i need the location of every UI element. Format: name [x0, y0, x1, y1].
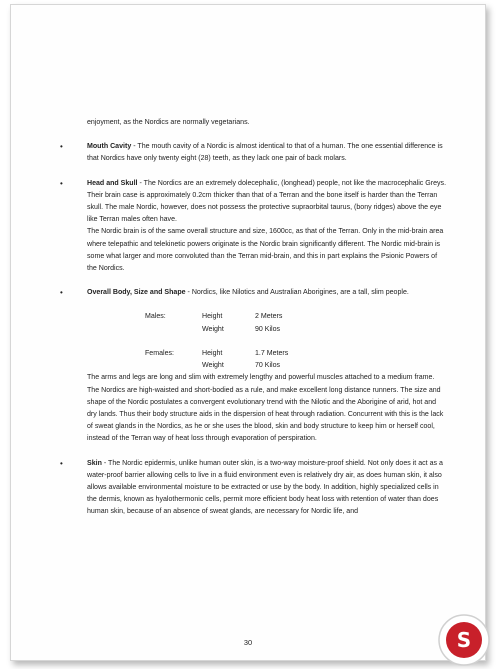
measure-cell: Height	[202, 350, 223, 358]
brain-paragraph: The Nordic brain is of the same overall structure and size, 1600cc, as that of the Terran. Only in the mid-brain area where telepathic and telekinetic powers originate is the Nordic brain significantly different. The Nordic mid-brain is some what larger and more convoluted than the Terran mid-brain, and this in part explains the Psionic Powers of the Nordics.	[87, 228, 444, 273]
page-number: 30	[243, 638, 253, 647]
spacer-row	[145, 336, 288, 348]
bullet-skin	[60, 458, 447, 519]
size-table	[145, 311, 288, 372]
mouth-text: - The mouth cavity of a Nordic is almost identical to that of a human. The one essential difference is that Nordics have only twenty eight (28) teeth, as they lack one pair of back molars.	[87, 143, 443, 163]
limbs-paragraph: The arms and legs are long and slim with extremely lengthy and powerful muscles attached to a medium frame. The Nordics are high-waisted and short-bodied as a rule, and make excellent long distance runners. The size and shape of the Nordic postulates a convergent evolutionary trend with the Nilotic and the Aborigine of arid, hot and dry lands. Thus their body structure aids in the dispersion of heat through radiation. Concurrent with this is the lack of sweat glands in the Nordics, as he or she uses the blood, skin and body structure to keep him or herself cool, instead of the Terran way of heat loss through evaporation of perspiration.	[87, 374, 444, 443]
size-row	[145, 360, 288, 372]
bullet-dot: •	[60, 288, 63, 298]
group-cell	[145, 360, 202, 372]
value-cell: 1.7 Meters	[255, 350, 289, 358]
measure-cell: Weight	[202, 325, 224, 333]
bullet-dot: •	[60, 178, 63, 188]
mouth-paragraph	[87, 141, 447, 165]
measure-cell: Height	[202, 313, 223, 321]
bullet-head-skull	[60, 178, 447, 276]
mouth-heading: Mouth Cavity	[87, 143, 132, 151]
group-cell: Females:	[145, 350, 174, 358]
size-row	[145, 348, 288, 360]
bullet-dot: •	[60, 142, 63, 152]
intro-line: enjoyment, as the Nordics are normally vegetarians.	[87, 119, 250, 126]
body-paragraph	[87, 287, 447, 299]
group-cell: Males:	[145, 313, 166, 321]
skin-heading: Skin	[87, 459, 102, 467]
measure-cell: Weight	[202, 362, 224, 370]
skin-paragraph	[87, 458, 447, 519]
skin-text: - The Nordic epidermis, unlike human outer skin, is a two-way moisture-proof shield. Not only does it act as a water-proof barrier allowing cells to live in a fluid environment even is relatively dry air, as does human skin, it also allows available environmental moisture to be extracted or use by the body. In addition, highly specialized cells in the dermis, known as hyalothermonic cells, permit more efficient body heat loss with retention of water than does human skin, because of an absence of sweat glands, are necessary for Nordic life, and	[87, 459, 443, 516]
size-row	[145, 324, 288, 336]
head-heading: Head and Skull	[87, 179, 138, 187]
size-row	[145, 311, 288, 323]
value-cell: 90 Kilos	[255, 325, 281, 333]
logo-letter: S	[456, 628, 472, 652]
value-cell: 70 Kilos	[255, 362, 281, 370]
head-text: - The Nordics are an extremely dolecephalic, (longhead) people, not like the macrocephalic Greys. Their brain case is approximately 0.2cm thicker than that of a Terran and the bone itself is harder than the Terran skull. The male Nordic, however, does not possess the protective supraorbital taurus, (bony ridges) above the eye like Terran males often have.	[87, 179, 447, 224]
body-text: - Nordics, like Nilotics and Australian Aborigines, are a tall, slim people.	[185, 289, 409, 297]
page-content	[60, 117, 447, 519]
bullet-body-size-shape	[60, 287, 447, 445]
bullet-mouth-cavity	[60, 141, 447, 165]
site-logo-watermark	[436, 612, 492, 668]
head-paragraph	[87, 178, 447, 227]
group-cell	[145, 324, 202, 336]
body-heading: Overall Body, Size and Shape	[87, 289, 186, 297]
document-page	[10, 4, 486, 661]
bullet-dot: •	[60, 458, 63, 468]
value-cell: 2 Meters	[255, 313, 283, 321]
